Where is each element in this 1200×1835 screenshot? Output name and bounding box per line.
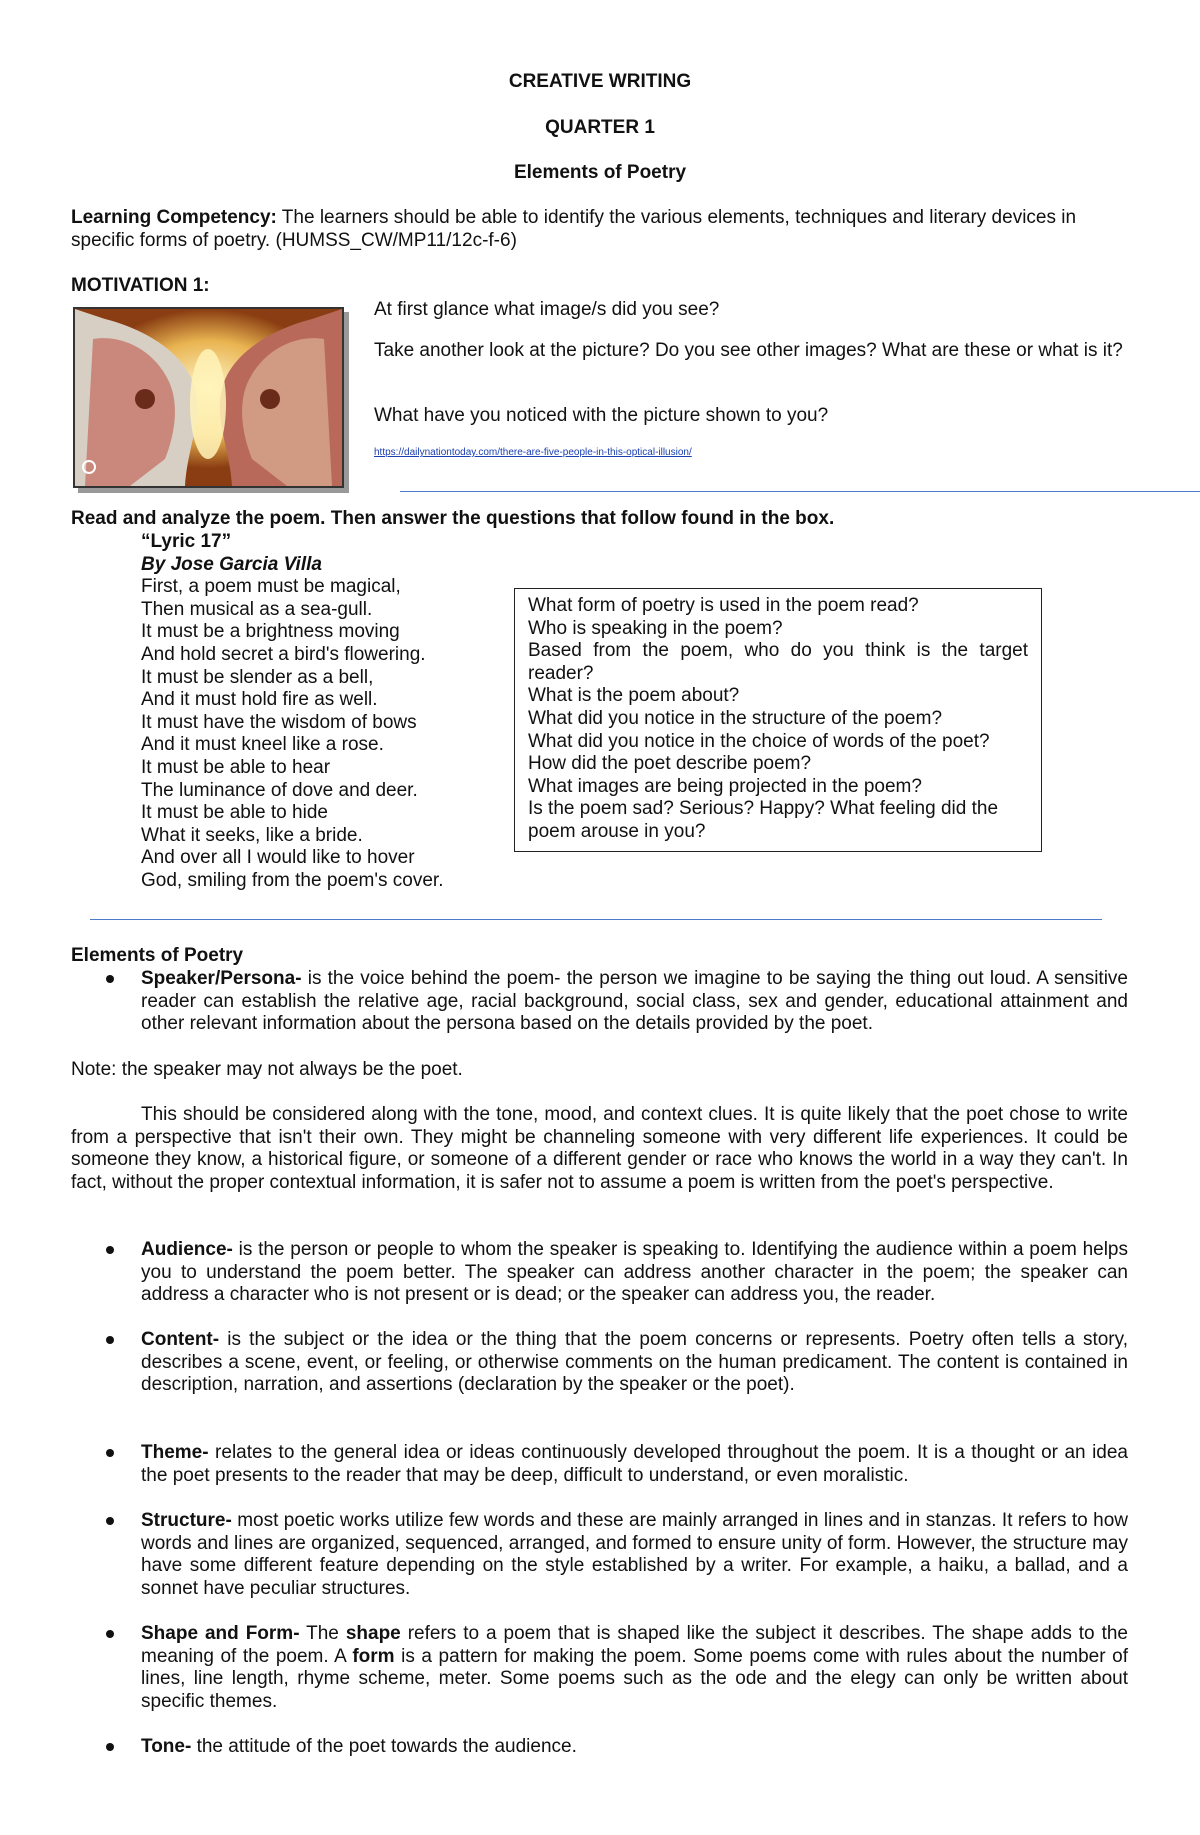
content-definition: is the subject or the idea or the thing that the poem concerns or represents. Poetry often tells a story, describes a scene, event, or feeling, or otherwise comments on the human predicament. The content is contained in description, narration, and assertions (declaration by the speaker or the poet).: [141, 1329, 1128, 1396]
element-tone: [141, 1736, 1128, 1759]
poem-line: First, a poem must be magical,: [141, 576, 401, 598]
poem-line: Then musical as a sea-gull.: [141, 598, 373, 620]
element-speaker: [141, 968, 1128, 1036]
element-content: [141, 1329, 1128, 1397]
poem-title: “Lyric 17”: [141, 531, 232, 552]
poem-line: It must be a brightness moving: [141, 621, 400, 643]
poem-line: The luminance of dove and deer.: [141, 779, 418, 801]
poem-line: And it must hold fire as well.: [141, 689, 378, 711]
theme-term: Theme-: [141, 1442, 209, 1463]
poem: [141, 531, 501, 893]
speaker-term: Speaker/Persona-: [141, 968, 302, 989]
form-text: is a pattern for making the poem. Some poems come with rules about the number of lines, line length, rhyme scheme, meter. Some poems such as the ode and the elegy can only be written about specific themes.: [141, 1645, 1128, 1712]
form-word: form: [352, 1645, 395, 1667]
poem-line: And hold secret a bird's flowering.: [141, 643, 426, 665]
poem-line: And over all I would like to hover: [141, 847, 415, 869]
learning-competency: [71, 207, 1111, 252]
bullet-icon: [106, 1517, 114, 1525]
element-structure: [141, 1510, 1128, 1600]
competency-label: Learning Competency:: [71, 207, 277, 228]
element-shape-form: [141, 1623, 1128, 1713]
poem-line: It must be able to hide: [141, 802, 328, 824]
poem-line: What it seeks, like a bride.: [141, 824, 363, 846]
source-link[interactable]: https://dailynationtoday.com/there-are-five-people-in-this-optical-illusion/: [374, 447, 692, 458]
speaker-note: Note: the speaker may not always be the poet.: [71, 1059, 463, 1080]
poem-author: By Jose Garcia Villa: [141, 553, 322, 575]
shape-form-term: Shape and Form-: [141, 1623, 300, 1644]
question-item: How did the poet describe poem?: [528, 753, 812, 775]
reading-instruction: Read and analyze the poem. Then answer the questions that follow found in the box.: [71, 508, 835, 529]
document-title: CREATIVE WRITING: [508, 71, 692, 92]
question-item: Based from the poem, who do you think is the target reader?: [528, 640, 1028, 684]
shape-word: shape: [345, 1623, 401, 1644]
optical-illusion-image: [73, 307, 344, 488]
structure-definition: most poetic works utilize few words and these are mainly arranged in lines and in stanzas. It refers to how words and lines are organized, sequenced, arranged, and formed to ensure unity of form. However, the structure may have some different feature depending on the style established by a writer. For example, a haiku, a ballad, and a sonnet have peculiar structures.: [141, 1510, 1128, 1599]
question-box: [514, 588, 1042, 852]
divider-line: [90, 919, 1102, 920]
poem-line: God, smiling from the poem's cover.: [141, 869, 444, 891]
bullet-icon: [106, 1630, 114, 1638]
theme-definition: relates to the general idea or ideas continuously developed throughout the poem. It is a thought or an idea the poet presents to the reader that may be deep, difficult to understand, or even moralistic.: [141, 1442, 1128, 1486]
question-item: Who is speaking in the poem?: [528, 617, 783, 639]
tone-term: Tone-: [141, 1736, 192, 1757]
motivation-question-1: At first glance what image/s did you see?: [374, 299, 720, 320]
shape-text: refers to a poem that is shaped like the subject it describes. The shape adds to the meaning of the poem. A: [141, 1623, 1128, 1667]
poem-line: It must have the wisdom of bows: [141, 711, 417, 733]
perspective-paragraph: This should be considered along with the tone, mood, and context clues. It is quite likely that the poet chose to write from a perspective that isn't their own. They might be channeling someone with very different life experiences. It could be someone they know, a historical figure, or someone of a different gender or race who knows the world in a way they can't. In fact, without the proper contextual information, it is safer not to assume a poem is written from the poet's perspective.: [71, 1104, 1128, 1193]
elements-heading: Elements of Poetry: [71, 945, 244, 966]
question-item: What did you notice in the choice of words of the poet?: [528, 730, 990, 752]
motivation-question-3: What have you noticed with the picture shown to you?: [374, 405, 829, 426]
question-item: What form of poetry is used in the poem read?: [528, 595, 919, 616]
poem-line: And it must kneel like a rose.: [141, 734, 384, 756]
bullet-icon: [106, 1449, 114, 1457]
content-term: Content-: [141, 1329, 220, 1350]
divider-line: [400, 491, 1200, 492]
topic-title: Elements of Poetry: [513, 162, 687, 183]
question-item: What images are being projected in the poem?: [528, 775, 922, 797]
audience-term: Audience-: [141, 1239, 233, 1260]
element-theme: [141, 1442, 1128, 1487]
motivation-question-2: Take another look at the picture? Do you see other images? What are these or what is it?: [374, 340, 1123, 361]
quarter-label: QUARTER 1: [545, 117, 655, 138]
bullet-icon: [106, 1246, 114, 1254]
poem-line: It must be slender as a bell,: [141, 666, 374, 688]
audience-definition: is the person or people to whom the speaker is speaking to. Identifying the audience within a poem helps you to understand the poem better. The speaker can address another character in the poem; the speaker can address a character who is not present or is dead; or the speaker can address you, the reader.: [141, 1239, 1128, 1306]
tone-definition: the attitude of the poet towards the audience.: [191, 1736, 577, 1757]
bullet-icon: [106, 1743, 114, 1751]
bullet-icon: [106, 975, 114, 983]
question-item: Is the poem sad? Serious? Happy? What feeling did the poem arouse in you?: [528, 798, 999, 842]
speaker-definition: is the voice behind the poem- the person we imagine to be saying the thing out loud. A sensitive reader can establish the relative age, racial background, social class, sex and gender, educational attainment and other relevant information about the persona based on the details provided by the poet.: [141, 968, 1128, 1035]
shape-text: The: [299, 1623, 346, 1644]
question-item: What did you notice in the structure of the poem?: [528, 707, 943, 729]
motivation-heading: MOTIVATION 1:: [71, 275, 210, 296]
structure-term: Structure-: [141, 1510, 232, 1531]
bullet-icon: [106, 1336, 114, 1344]
element-audience: [141, 1239, 1128, 1307]
question-item: What is the poem about?: [528, 685, 740, 707]
poem-line: It must be able to hear: [141, 756, 331, 778]
competency-text: The learners should be able to identify the various elements, techniques and literary devices in specific forms of poetry. (HUMSS_CW/MP11/12c-f-6): [71, 207, 1077, 251]
